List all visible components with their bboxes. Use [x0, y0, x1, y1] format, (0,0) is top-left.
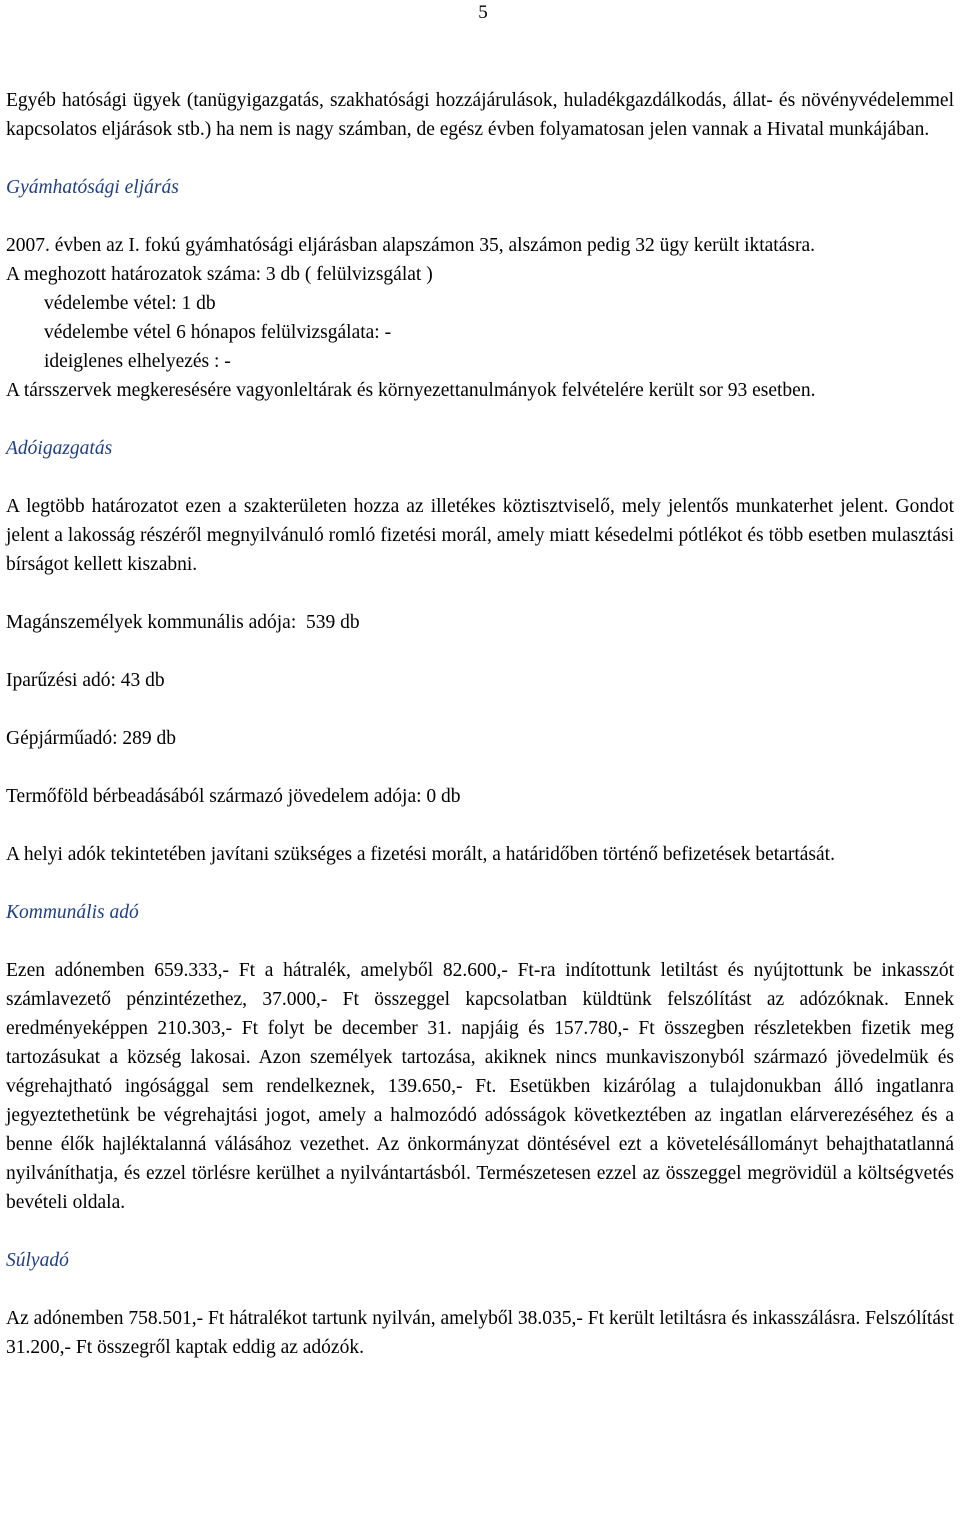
tax-stat: Gépjárműadó: 289 db	[6, 728, 177, 749]
guardianship-decisions: A meghozott határozatok száma: 3 db ( felülvizsgálat )	[6, 264, 433, 285]
tax-stat: Magánszemélyek kommunális adója: 539 db	[6, 612, 360, 633]
section-heading-tax: Adóigazgatás	[6, 438, 113, 459]
guardianship-item: védelembe vétel: 1 db	[44, 293, 216, 314]
intro-paragraph: Egyéb hatósági ügyek (tanügyigazgatás, szakhatósági hozzájárulások, huladékgazdálkodás, állat- és növényvédelemmel kapcsolatos eljárások stb.) ha nem is nagy számban, de egész évben folyamatosan jelen vannak a Hivatal munkájában.	[6, 90, 954, 140]
guardianship-item: védelembe vétel 6 hónapos felülvizsgálata: -	[44, 322, 392, 343]
guardianship-item: ideiglenes elhelyezés : -	[44, 351, 231, 372]
weight-paragraph: Az adónemben 758.501,- Ft hátralékot tartunk nyilván, amelyből 38.035,- Ft került letiltásra és inkasszálásra. Felszólítást 31.200,- Ft összegről kaptak eddig az adózók.	[6, 1308, 954, 1358]
section-heading-weight: Súlyadó	[6, 1250, 69, 1271]
tax-conclusion: A helyi adók tekintetében javítani szükséges a fizetési morált, a határidőben történő befizetések betartását.	[6, 844, 835, 865]
tax-paragraph: A legtöbb határozatot ezen a szakterületen hozza az illetékes köztisztviselő, mely jelentős munkaterhet jelent. Gondot jelent a lakosság részéről megnyilvánuló romló fizetési morál, amely miatt késedelmi pótlékot és több esetben mulasztási bírságot kellett kiszabni.	[6, 496, 954, 575]
tax-stat: Iparűzési adó: 43 db	[6, 670, 165, 691]
section-heading-communal: Kommunális adó	[6, 902, 139, 923]
guardianship-summary: 2007. évben az I. fokú gyámhatósági eljárásban alapszámon 35, alszámon pedig 32 ügy került iktatásra.	[6, 235, 815, 256]
document-body	[6, 86, 954, 1362]
tax-stat: Termőföld bérbeadásából származó jövedelem adója: 0 db	[6, 786, 461, 807]
page-number: 5	[478, 2, 488, 23]
section-heading-guardianship: Gyámhatósági eljárás	[6, 177, 179, 198]
guardianship-partners: A társszervek megkeresésére vagyonleltárak és környezettanulmányok felvételére került sor 93 esetben.	[6, 380, 816, 401]
communal-paragraph: Ezen adónemben 659.333,- Ft a hátralék, amelyből 82.600,- Ft-ra indítottunk letiltást és nyújtottunk be inkasszót számlavezető pénzintézethez, 37.000,- Ft összeggel kapcsolatban küldtünk felszólítást az adózóknak. Ennek eredményeképpen 210.303,- Ft folyt be december 31. napjáig és 157.780,- Ft összegben részletekben fizetik meg tartozásukat a község lakosai. Azon személyek tartozása, akiknek nincs munkaviszonyból származó jövedelmük és végrehajtható ingósággal sem rendelkeznek, 139.650,- Ft. Esetükben kizárólag a tulajdonukban álló ingatlanra jegyeztethetünk be végrehajtási jogot, amely a halmozódó adósságok következtében az ingatlan elárverezéséhez és a benne élők hajléktalanná válásához vezethet. Az önkormányzat döntésével ezt a követelésállományt behajthatatlanná nyilváníthatja, és ezzel törlésre kerülhet a nyilvántartásból. Természetesen ezzel az összeggel megrövidül a költségvetés bevételi oldala.	[6, 960, 954, 1213]
